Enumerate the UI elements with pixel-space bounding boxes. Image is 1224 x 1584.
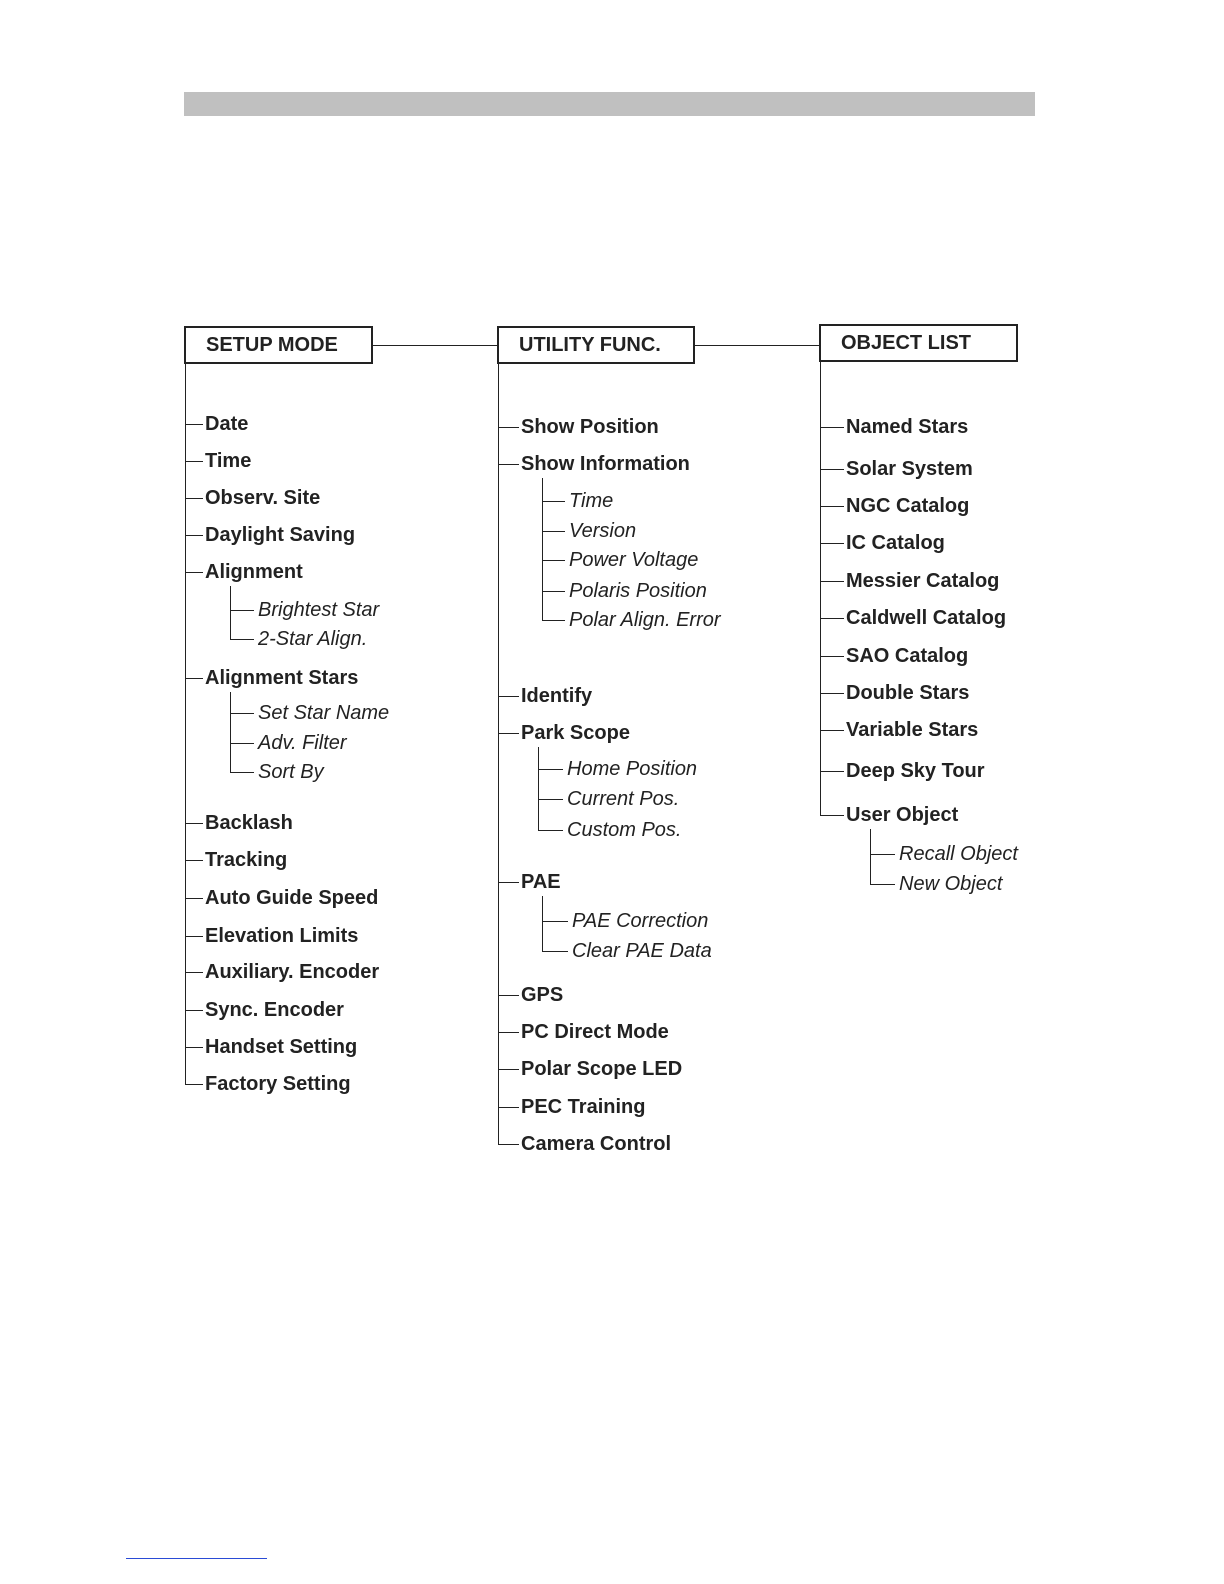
branch-tick <box>185 1084 203 1085</box>
menu-item-solar-system[interactable]: Solar System <box>846 458 973 480</box>
submenu-item-recall-object[interactable]: Recall Object <box>899 843 1018 865</box>
heading-connector <box>695 345 819 346</box>
branch-tick <box>498 995 519 996</box>
footer-rule <box>126 1558 267 1559</box>
branch-tick <box>820 656 844 657</box>
submenu-tick <box>538 830 563 831</box>
object-list-trunk-line <box>820 362 821 815</box>
menu-item-polar-scope-led[interactable]: Polar Scope LED <box>521 1058 683 1080</box>
menu-item-backlash[interactable]: Backlash <box>205 812 293 834</box>
menu-item-named-stars[interactable]: Named Stars <box>846 416 969 438</box>
submenu-tick <box>542 951 568 952</box>
branch-tick <box>498 1032 519 1033</box>
branch-tick <box>820 469 844 470</box>
submenu-item-2-star-align[interactable]: 2-Star Align. <box>258 628 368 650</box>
submenu-tick <box>230 610 254 611</box>
branch-tick <box>185 860 203 861</box>
submenu-tick <box>230 743 254 744</box>
menu-item-identify[interactable]: Identify <box>521 685 593 707</box>
submenu-tick <box>542 591 565 592</box>
branch-tick <box>498 427 519 428</box>
submenu-tick <box>230 639 254 640</box>
branch-tick <box>498 696 519 697</box>
menu-item-factory-setting[interactable]: Factory Setting <box>205 1073 351 1095</box>
submenu-tick <box>538 799 563 800</box>
branch-tick <box>185 535 203 536</box>
branch-tick <box>498 1069 519 1070</box>
branch-tick <box>820 543 844 544</box>
submenu-item-polaris-position[interactable]: Polaris Position <box>569 580 707 602</box>
submenu-tick <box>542 921 568 922</box>
menu-item-pc-direct-mode[interactable]: PC Direct Mode <box>521 1021 669 1043</box>
submenu-tick <box>230 713 254 714</box>
branch-tick <box>185 972 203 973</box>
submenu-item-polar-align-error[interactable]: Polar Align. Error <box>569 609 721 631</box>
menu-item-elevation-limits[interactable]: Elevation Limits <box>205 925 359 947</box>
menu-item-alignment-stars[interactable]: Alignment Stars <box>205 667 359 689</box>
branch-tick <box>498 1144 519 1145</box>
branch-tick <box>820 506 844 507</box>
submenu-item-current-pos[interactable]: Current Pos. <box>567 788 680 810</box>
menu-item-date[interactable]: Date <box>205 413 249 435</box>
menu-item-camera-control[interactable]: Camera Control <box>521 1133 672 1155</box>
submenu-tick <box>542 531 565 532</box>
menu-item-daylight-saving[interactable]: Daylight Saving <box>205 524 356 546</box>
branch-tick <box>820 618 844 619</box>
utility-func-trunk-line <box>498 364 499 1144</box>
submenu-tick <box>542 501 565 502</box>
menu-item-observ-site[interactable]: Observ. Site <box>205 487 321 509</box>
menu-item-gps[interactable]: GPS <box>521 984 564 1006</box>
menu-item-handset-setting[interactable]: Handset Setting <box>205 1036 358 1058</box>
branch-tick <box>185 424 203 425</box>
submenu-tick <box>542 560 565 561</box>
object-list-menu-heading[interactable]: OBJECT LIST <box>819 324 1018 362</box>
submenu-item-clear-pae-data[interactable]: Clear PAE Data <box>572 940 712 962</box>
setup-mode-trunk-line <box>185 364 186 1084</box>
menu-item-show-position[interactable]: Show Position <box>521 416 659 438</box>
branch-tick <box>820 730 844 731</box>
submenu-branch-line <box>870 829 871 884</box>
menu-item-show-information[interactable]: Show Information <box>521 453 690 475</box>
submenu-item-new-object[interactable]: New Object <box>899 873 1003 895</box>
setup-mode-menu-heading[interactable]: SETUP MODE <box>184 326 373 364</box>
menu-item-ngc-catalog[interactable]: NGC Catalog <box>846 495 970 517</box>
menu-item-double-stars[interactable]: Double Stars <box>846 682 970 704</box>
branch-tick <box>498 733 519 734</box>
branch-tick <box>498 464 519 465</box>
branch-tick <box>820 693 844 694</box>
menu-item-caldwell-catalog[interactable]: Caldwell Catalog <box>846 607 1007 629</box>
branch-tick <box>820 427 844 428</box>
utility-func-menu-heading[interactable]: UTILITY FUNC. <box>497 326 695 364</box>
branch-tick <box>185 1010 203 1011</box>
submenu-item-pae-correction[interactable]: PAE Correction <box>572 910 709 932</box>
submenu-item-custom-pos[interactable]: Custom Pos. <box>567 819 682 841</box>
submenu-tick <box>870 854 895 855</box>
submenu-tick <box>870 884 895 885</box>
branch-tick <box>185 1047 203 1048</box>
menu-item-tracking[interactable]: Tracking <box>205 849 288 871</box>
submenu-item-sort-by[interactable]: Sort By <box>258 761 324 783</box>
menu-item-alignment[interactable]: Alignment <box>205 561 303 583</box>
branch-tick <box>185 498 203 499</box>
branch-tick <box>185 936 203 937</box>
menu-item-auto-guide-speed[interactable]: Auto Guide Speed <box>205 887 379 909</box>
branch-tick <box>185 898 203 899</box>
submenu-branch-line <box>230 586 231 639</box>
menu-item-pec-training[interactable]: PEC Training <box>521 1096 646 1118</box>
branch-tick <box>498 882 519 883</box>
menu-item-pae[interactable]: PAE <box>521 871 561 893</box>
menu-item-variable-stars[interactable]: Variable Stars <box>846 719 979 741</box>
menu-item-sync-encoder[interactable]: Sync. Encoder <box>205 999 344 1021</box>
submenu-item-adv-filter[interactable]: Adv. Filter <box>258 732 347 754</box>
submenu-tick <box>230 772 254 773</box>
submenu-tick <box>538 769 563 770</box>
heading-connector <box>373 345 497 346</box>
submenu-item-brightest-star[interactable]: Brightest Star <box>258 599 380 621</box>
submenu-item-set-star-name[interactable]: Set Star Name <box>258 702 390 724</box>
menu-item-park-scope[interactable]: Park Scope <box>521 722 630 744</box>
branch-tick <box>185 678 203 679</box>
submenu-branch-line <box>230 692 231 772</box>
branch-tick <box>820 815 844 816</box>
branch-tick <box>185 461 203 462</box>
menu-item-messier-catalog[interactable]: Messier Catalog <box>846 570 1000 592</box>
branch-tick <box>820 771 844 772</box>
branch-tick <box>185 572 203 573</box>
submenu-branch-line <box>542 478 543 620</box>
menu-item-auxiliary-encoder[interactable]: Auxiliary. Encoder <box>205 961 380 983</box>
branch-tick <box>185 823 203 824</box>
branch-tick <box>820 581 844 582</box>
submenu-branch-line <box>538 747 539 830</box>
submenu-item-version[interactable]: Version <box>569 520 637 542</box>
submenu-tick <box>542 620 565 621</box>
branch-tick <box>498 1107 519 1108</box>
menu-item-user-object[interactable]: User Object <box>846 804 959 826</box>
menu-item-deep-sky-tour[interactable]: Deep Sky Tour <box>846 760 985 782</box>
menu-item-time[interactable]: Time <box>205 450 252 472</box>
submenu-item-time[interactable]: Time <box>569 490 614 512</box>
submenu-item-power-voltage[interactable]: Power Voltage <box>569 549 699 571</box>
menu-item-ic-catalog[interactable]: IC Catalog <box>846 532 945 554</box>
menu-item-sao-catalog[interactable]: SAO Catalog <box>846 645 969 667</box>
submenu-branch-line <box>542 896 543 951</box>
submenu-item-home-position[interactable]: Home Position <box>567 758 698 780</box>
